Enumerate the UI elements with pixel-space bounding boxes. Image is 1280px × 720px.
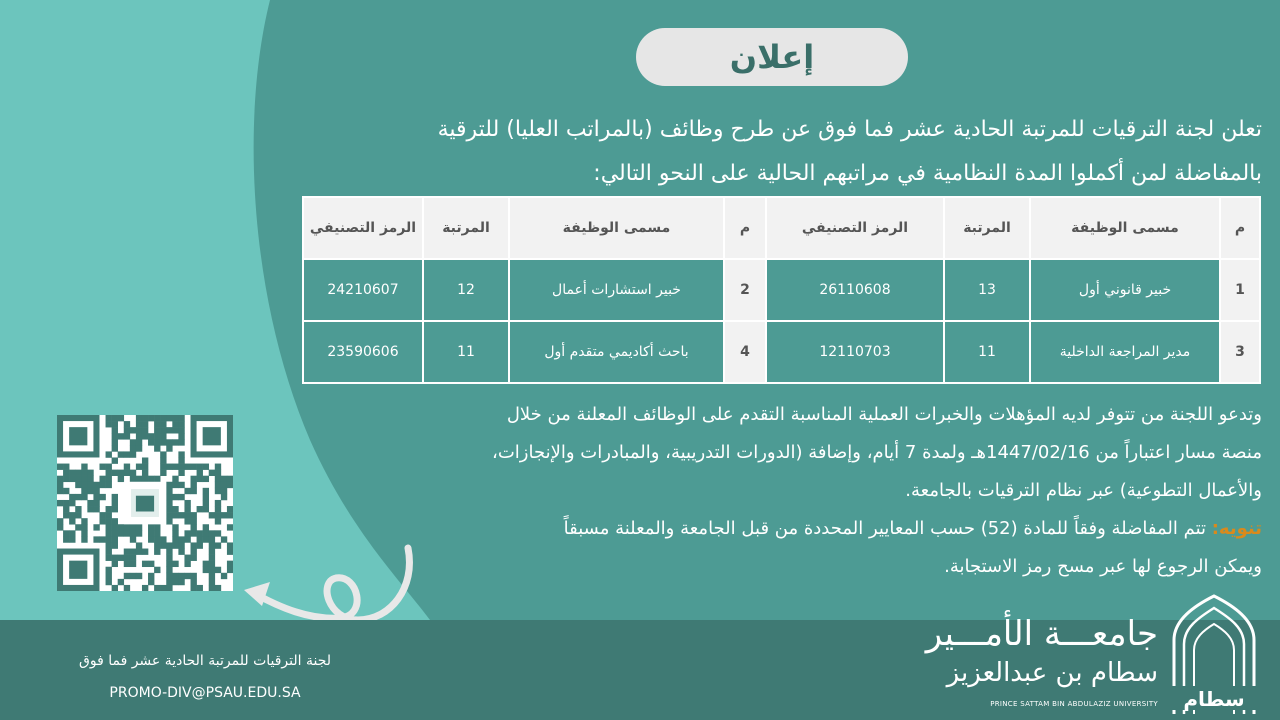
details-paragraph [356,396,1262,586]
details-line-2: منصة مسار اعتباراً من 1447/02/16هـ ولمدة 7 أيام، وإضافة (الدورات التدريبية، والمبادرات والإنجازات، [492,442,1262,463]
header-grade: المرتبة [944,197,1030,259]
class-code-cell: 12110703 [766,321,944,383]
note-text: تتم المفاضلة وفقاً للمادة (52) حسب المعايير المحددة من قبل الجامعة والمعلنة مسبقاً [563,518,1212,539]
footer-contact [40,646,370,710]
qr-code[interactable] [57,415,233,591]
jobs-table [302,196,1261,384]
header-index: م [724,197,766,259]
job-title-cell: باحث أكاديمي متقدم أول [509,321,724,383]
class-code-cell: 26110608 [766,259,944,321]
note-line [356,510,1262,548]
grade-cell: 11 [944,321,1030,383]
table-header-row [303,197,1260,259]
row-index: 1 [1220,259,1260,321]
class-code-cell: 24210607 [303,259,423,321]
details-line-5: ويمكن الرجوع لها عبر مسح رمز الاستجابة. [944,556,1262,577]
note-label: تنويه: [1211,518,1262,539]
class-code-cell: 23590606 [303,321,423,383]
logo-arabic-line-1: جامعـــة الأمـــير [925,614,1158,654]
row-index: 2 [724,259,766,321]
committee-name: لجنة الترقيات للمرتبة الحادية عشر فما فوق [78,653,332,669]
contact-email[interactable]: PROMO-DIV@PSAU.EDU.SA [109,685,301,701]
job-title-cell: خبير قانوني أول [1030,259,1220,321]
table-row [303,259,1260,321]
university-logo [925,590,1270,720]
details-line-3: والأعمال التطوعية) عبر نظام الترقيات بالجامعة. [905,480,1262,501]
announcement-title-pill [636,28,908,86]
grade-cell: 13 [944,259,1030,321]
university-emblem-icon [1166,590,1262,716]
row-index: 3 [1220,321,1260,383]
emblem-monogram: سطام [1183,687,1245,711]
logo-arabic-line-2: سطام بن عبدالعزيز [946,658,1158,688]
job-title-cell: مدير المراجعة الداخلية [1030,321,1220,383]
header-class-code: الرمز التصنيفي [766,197,944,259]
intro-line-1: تعلن لجنة الترقيات للمرتبة الحادية عشر فما فوق عن طرح وظائف (بالمراتب العليا) للترقية [437,117,1262,142]
page-title: إعلان [729,38,815,76]
header-job-title: مسمى الوظيفة [509,197,724,259]
header-grade: المرتبة [423,197,509,259]
intro-line-2: بالمفاضلة لمن أكملوا المدة النظامية في مراتبهم الحالية على النحو التالي: [593,161,1262,186]
logo-english-line: PRINCE SATTAM BIN ABDULAZIZ UNIVERSITY [990,700,1158,708]
header-job-title: مسمى الوظيفة [1030,197,1220,259]
header-index: م [1220,197,1260,259]
header-class-code: الرمز التصنيفي [303,197,423,259]
table-row [303,321,1260,383]
row-index: 4 [724,321,766,383]
qr-code-icon [57,415,233,591]
intro-paragraph [300,108,1262,196]
details-line-1: وتدعو اللجنة من تتوفر لديه المؤهلات والخبرات العملية المناسبة التقدم على الوظائف المعلنة من خلال [506,404,1262,425]
grade-cell: 12 [423,259,509,321]
grade-cell: 11 [423,321,509,383]
job-title-cell: خبير استشارات أعمال [509,259,724,321]
